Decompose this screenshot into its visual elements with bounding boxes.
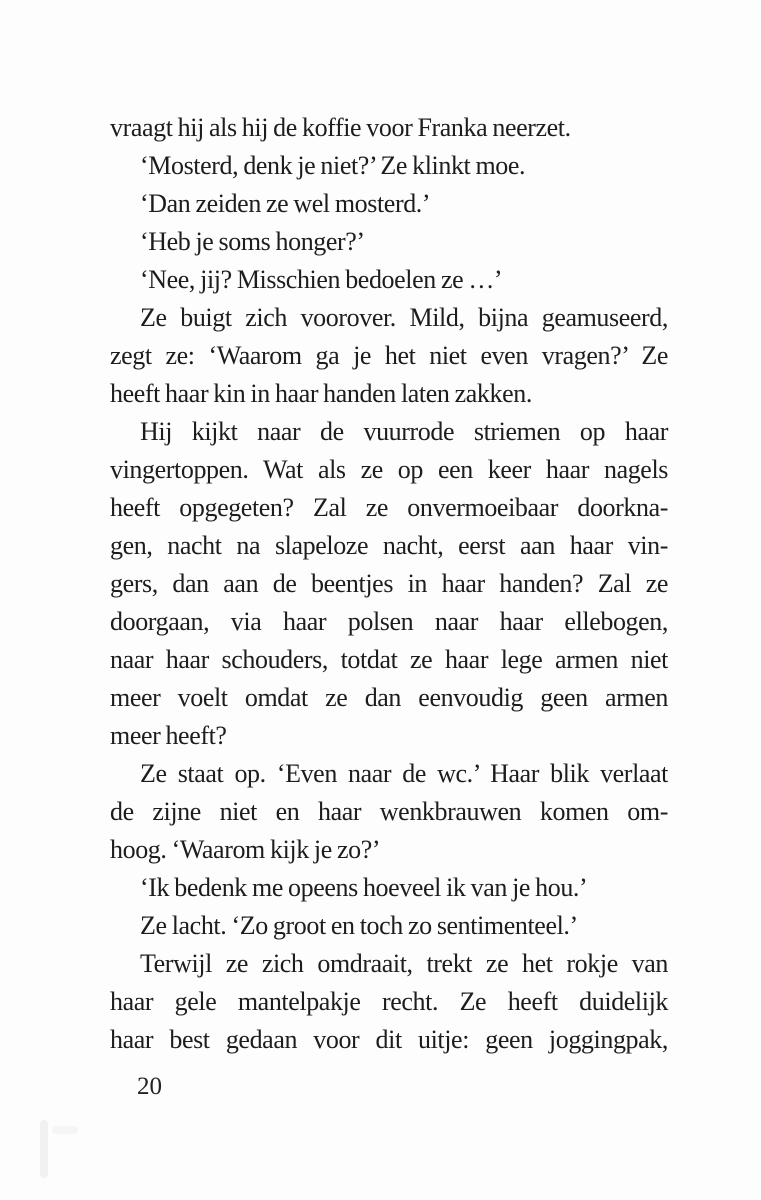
text-line: de zijne niet en haar wenkbrauwen komen om- bbox=[110, 797, 668, 826]
text-line: vraagt hij als hij de koffie voor Franka neerzet. bbox=[110, 113, 571, 142]
text-line: ‘Dan zeiden ze wel mosterd.’ bbox=[140, 189, 431, 218]
text-block bbox=[110, 109, 668, 1059]
text-line: ‘Ik bedenk me opeens hoeveel ik van je hou.’ bbox=[140, 873, 588, 902]
text-line: meer heeft? bbox=[110, 721, 227, 750]
text-line: heeft haar kin in haar handen laten zakken. bbox=[110, 379, 532, 408]
text-line: ‘Nee, jij? Misschien bedoelen ze …’ bbox=[140, 265, 503, 294]
text-line: gen, nacht na slapeloze nacht, eerst aan haar vin- bbox=[110, 531, 668, 560]
text-line: Ze lacht. ‘Zo groot en toch zo sentimenteel.’ bbox=[140, 911, 578, 940]
text-line: hoog. ‘Waarom kijk je zo?’ bbox=[110, 835, 381, 864]
text-line: Terwijl ze zich omdraait, trekt ze het rokje van bbox=[140, 949, 668, 978]
text-line: meer voelt omdat ze dan eenvoudig geen armen bbox=[110, 683, 668, 712]
page-number: 20 bbox=[137, 1073, 162, 1100]
text-line: zegt ze: ‘Waarom ga je het niet even vragen?’ Ze bbox=[110, 341, 668, 370]
text-line: Ze staat op. ‘Even naar de wc.’ Haar blik verlaat bbox=[140, 759, 668, 788]
scan-artifact bbox=[52, 1126, 78, 1134]
text-line: heeft opgegeten? Zal ze onvermoeibaar doorkna- bbox=[110, 493, 668, 522]
scan-artifact bbox=[40, 1120, 48, 1178]
text-line: ‘Heb je soms honger?’ bbox=[140, 227, 365, 256]
text-line: Hij kijkt naar de vuurrode striemen op haar bbox=[140, 417, 668, 446]
text-line: gers, dan aan de beentjes in haar handen? Zal ze bbox=[110, 569, 668, 598]
text-line: doorgaan, via haar polsen naar haar ellebogen, bbox=[110, 607, 668, 636]
text-line: haar gele mantelpakje recht. Ze heeft duidelijk bbox=[110, 987, 668, 1016]
text-line: haar best gedaan voor dit uitje: geen joggingpak, bbox=[110, 1025, 668, 1054]
text-line: vingertoppen. Wat als ze op een keer haar nagels bbox=[110, 455, 668, 484]
text-line: Ze buigt zich voorover. Mild, bijna geamuseerd, bbox=[140, 303, 668, 332]
text-line: ‘Mosterd, denk je niet?’ Ze klinkt moe. bbox=[140, 151, 526, 180]
text-line: naar haar schouders, totdat ze haar lege armen niet bbox=[110, 645, 668, 674]
